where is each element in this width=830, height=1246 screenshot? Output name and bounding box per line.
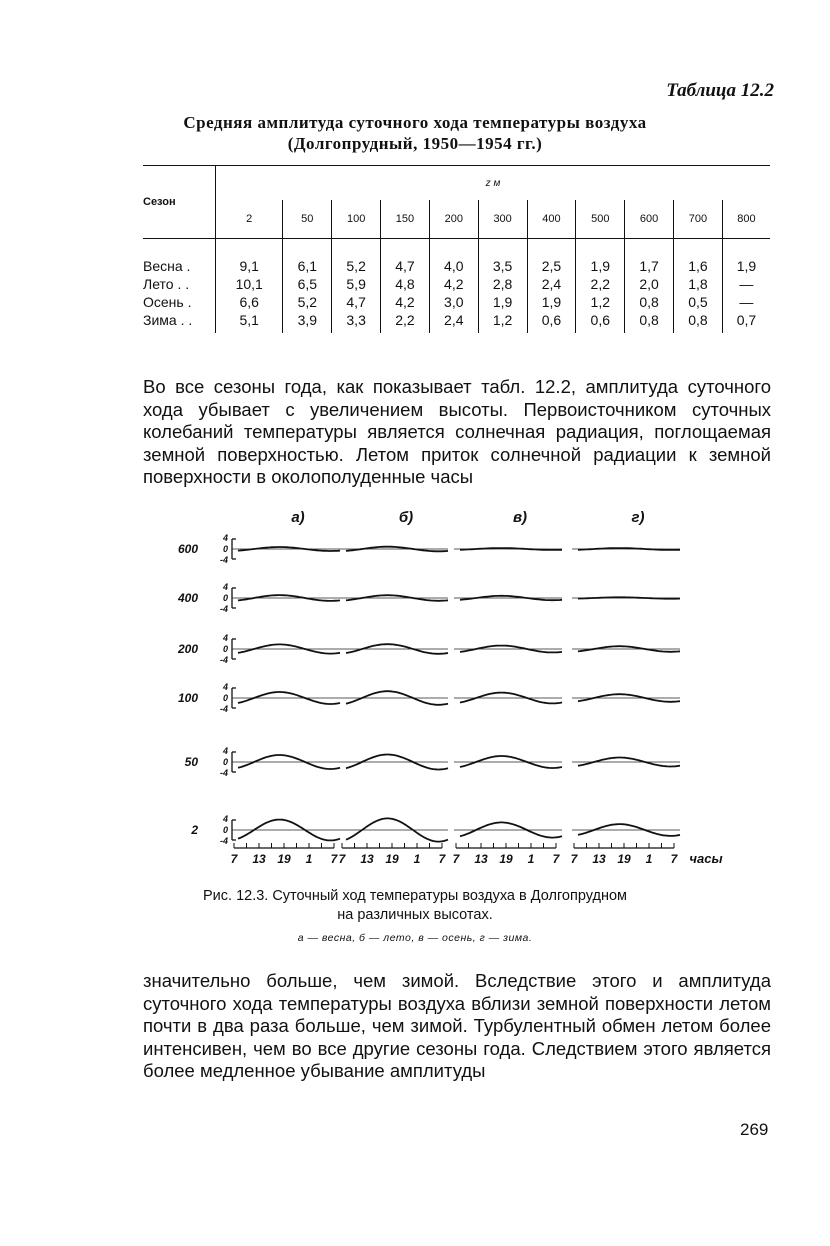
season-label: Осень . (143, 294, 192, 310)
y-tick-label: 4 (222, 633, 228, 643)
height-column-header: 200 (429, 200, 478, 239)
y-tick-label: 0 (222, 644, 228, 654)
value-column (625, 239, 674, 334)
table-cell: 6,6 (239, 294, 259, 310)
table-cell: — (739, 276, 754, 292)
table-cell: 2,8 (492, 276, 513, 292)
y-tick-label: 4 (222, 746, 228, 756)
temperature-curve (578, 548, 680, 550)
table-cell: 2,4 (541, 276, 562, 292)
height-column-header: 500 (576, 200, 625, 239)
table-cell: 1,2 (492, 312, 513, 328)
table-cell: 6,5 (297, 276, 318, 292)
x-tick-label: 13 (592, 852, 606, 866)
table-cell: 2,4 (444, 312, 464, 328)
table-body (143, 239, 770, 334)
x-tick-label: 7 (670, 852, 678, 866)
amplitude-table (143, 165, 770, 333)
table-cell: 5,9 (346, 276, 366, 292)
y-tick-label: -4 (219, 704, 228, 714)
x-tick-label: 1 (413, 852, 421, 866)
height-column-header: 50 (283, 200, 332, 239)
x-tick-label: 7 (570, 852, 578, 866)
height-column-header: 100 (332, 200, 381, 239)
figure-caption-line1: Рис. 12.3. Суточный ход температуры воздуха в Долгопрудном (202, 888, 628, 904)
table-title-line1: Средняя амплитуда суточного хода температуры воздуха (183, 113, 647, 132)
figure-caption (0, 887, 830, 925)
table-cell: 0,7 (736, 312, 757, 328)
y-tick-label: 0 (222, 825, 228, 835)
height-column-header: 600 (625, 200, 674, 239)
table-cell: 0,6 (590, 312, 610, 328)
season-column (143, 239, 216, 334)
y-tick-label: -4 (219, 555, 228, 565)
height-column-header: 400 (527, 200, 576, 239)
y-tick-label: 0 (222, 693, 228, 703)
x-tick-label: 19 (385, 852, 399, 866)
height-level-label: 50 (184, 755, 198, 769)
table-cell: 3,5 (492, 258, 513, 274)
height-level-label: 600 (177, 542, 198, 556)
table-cell: 1,9 (736, 258, 757, 274)
paragraph-2: значительно больше, чем зимой. Вследствие этого и амплитуда суточного хода температуры воздуха вблизи земной поверхности летом почти в два раза больше, чем зимой. Турбулентный обмен летом более интенсивен, чем во все другие сезоны года. Следствием этого является более медленное убывание амплитуды (143, 970, 771, 1081)
heights-row (143, 200, 770, 239)
table-cell: 4,2 (395, 294, 415, 310)
table-cell: 5,1 (239, 312, 259, 328)
y-tick-label: 0 (222, 593, 228, 603)
height-header: z м (216, 166, 771, 201)
y-tick-label: 0 (222, 757, 228, 767)
x-tick-label: 7 (330, 852, 338, 866)
table-cell: 1,2 (590, 294, 610, 310)
x-tick-label: 19 (617, 852, 631, 866)
y-tick-label: -4 (219, 655, 228, 665)
panel-label: г) (631, 509, 645, 526)
table-cell: 4,2 (444, 276, 464, 292)
table-cell: 4,0 (444, 258, 464, 274)
height-column-header: 150 (381, 200, 430, 239)
season-label: Лето . . (143, 276, 190, 292)
table-cell: 3,0 (444, 294, 464, 310)
table-cell: 5,2 (346, 258, 366, 274)
x-tick-label: 7 (452, 852, 460, 866)
table-cell: 3,9 (297, 312, 318, 328)
temperature-figure (150, 500, 740, 880)
temperature-curve (460, 548, 562, 550)
height-column-header: 2 (216, 200, 283, 239)
table-cell: 0,8 (688, 312, 708, 328)
figure-legend: а — весна, б — лето, в — осень, г — зима. (297, 932, 533, 944)
value-column (283, 239, 332, 334)
table-cell: 2,2 (590, 276, 610, 292)
table-cell: 1,7 (639, 258, 659, 274)
table-cell: 9,1 (239, 258, 259, 274)
season-label: Весна . (143, 258, 191, 274)
height-level-label: 400 (177, 591, 198, 605)
height-level-label: 100 (177, 691, 198, 705)
table-cell: 5,2 (297, 294, 318, 310)
y-tick-label: 4 (222, 682, 228, 692)
x-tick-label: 7 (230, 852, 238, 866)
y-tick-label: 4 (222, 814, 228, 824)
table-cell: 0,5 (688, 294, 708, 310)
table-cell: 4,8 (395, 276, 415, 292)
table-cell: 0,8 (639, 312, 659, 328)
x-tick-label: 1 (305, 852, 313, 866)
height-level-label: 2 (191, 823, 198, 837)
x-tick-label: 1 (645, 852, 653, 866)
table-cell: 0,8 (639, 294, 659, 310)
page-number: 269 (740, 1120, 769, 1139)
table-cell: 3,3 (346, 312, 366, 328)
table-cell: 2,5 (541, 258, 562, 274)
x-tick-label: 7 (338, 852, 346, 866)
value-column (576, 239, 625, 334)
x-tick-label: 7 (552, 852, 560, 866)
y-tick-label: -4 (219, 836, 228, 846)
x-tick-label: 13 (360, 852, 374, 866)
paragraph-1: Во все сезоны года, как показывает табл. 12.2, амплитуда суточного хода убывает с увеличением высоты. Первоисточником суточных колебаний температуры является солнечная радиация, поглощаемая земной поверхностью. Летом приток солнечной радиации к земной поверхности в околополуденные часы (143, 376, 771, 487)
table-label: Таблица 12.2 (666, 80, 774, 101)
table-cell: 4,7 (346, 294, 366, 310)
x-tick-label: 1 (527, 852, 535, 866)
panel-label: б) (398, 509, 414, 526)
table-cell: 1,9 (492, 294, 513, 310)
table-cell: 1,9 (541, 294, 562, 310)
table-title-line2: (Долгопрудный, 1950—1954 гг.) (287, 134, 543, 153)
temperature-curve (578, 597, 680, 598)
x-tick-label: 7 (438, 852, 446, 866)
table-cell: 4,7 (395, 258, 415, 274)
table-cell: 10,1 (235, 276, 263, 292)
value-column (381, 239, 430, 334)
value-column (478, 239, 527, 334)
height-column-header: 700 (674, 200, 723, 239)
value-column (332, 239, 381, 334)
panel-label: в) (512, 509, 528, 526)
table-cell: 0,6 (541, 312, 562, 328)
table-cell: 1,6 (688, 258, 708, 274)
y-tick-label: 4 (222, 533, 228, 543)
table-title (0, 112, 830, 154)
x-tick-label: 19 (277, 852, 291, 866)
x-tick-label: 13 (252, 852, 266, 866)
x-tick-label: 19 (499, 852, 513, 866)
x-tick-label: 13 (474, 852, 488, 866)
figure-caption-line2: на различных высотах. (337, 907, 493, 923)
value-column (722, 239, 770, 334)
x-unit-label: часы (689, 851, 723, 866)
y-tick-label: 4 (222, 582, 228, 592)
value-column (429, 239, 478, 334)
y-tick-label: -4 (219, 604, 228, 614)
value-column (216, 239, 283, 334)
value-column (527, 239, 576, 334)
height-column-header: 300 (478, 200, 527, 239)
table-cell: 6,1 (297, 258, 318, 274)
season-header: Сезон (143, 196, 176, 208)
table-cell: 1,8 (688, 276, 708, 292)
table-cell: — (739, 294, 754, 310)
panel-label: а) (291, 509, 305, 526)
value-column (674, 239, 723, 334)
height-level-label: 200 (177, 642, 198, 656)
table-cell: 2,2 (395, 312, 415, 328)
season-label: Зима . . (143, 312, 193, 328)
y-tick-label: -4 (219, 768, 228, 778)
table-cell: 1,9 (590, 258, 610, 274)
y-tick-label: 0 (222, 544, 228, 554)
table-cell: 2,0 (639, 276, 659, 292)
height-column-header: 800 (722, 200, 770, 239)
